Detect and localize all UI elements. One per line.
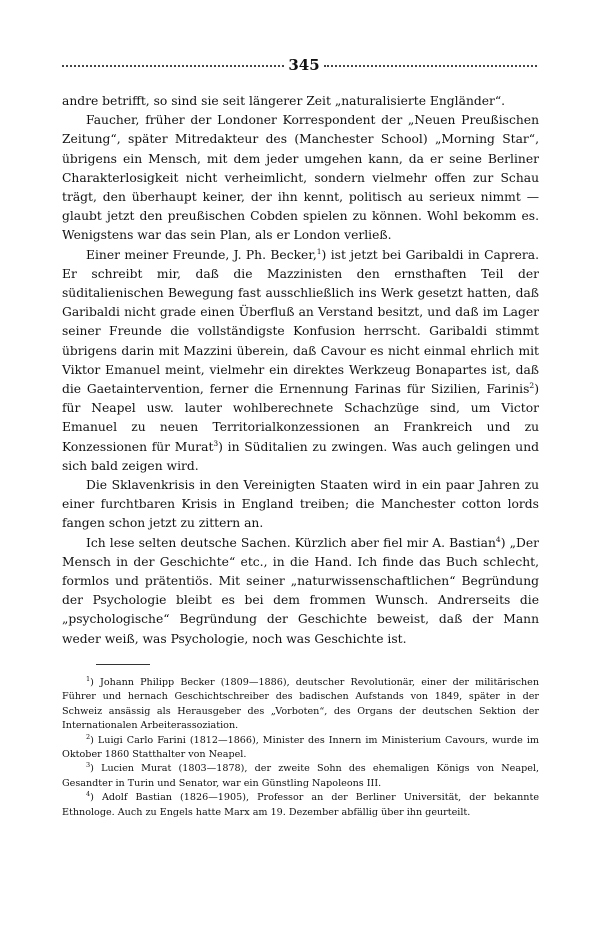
body-text: [62, 92, 539, 649]
header-rule-left: [62, 65, 284, 67]
footnote: $^4$) Adolf Bastian (1826—1905), Professor an der Berliner Universität, der bekannte Ethnologe. Auch zu Engels hatte Marx am 19. Dezember abfällig über ihn geurteilt.: [62, 790, 539, 818]
footnote-separator: [96, 664, 150, 665]
footnote-ref: 2: [529, 381, 535, 391]
footnotes: [62, 676, 539, 820]
footnote-ref: 4: [495, 534, 501, 544]
paragraph: Faucher, früher der Londoner Korrespondent der „Neuen Preußischen Zeitung“, später Mitredakteur des (Manchester School) „Morning Star“, übrigens ein Mensch, mit dem jeder umgehen kann, da er seine Berliner Charakterlosigkeit nicht verheimlicht, sondern vielmehr offen zur Schau trägt, den überhaupt keiner, der ihn kennt, politisch au serieux nimmt — glaubt jetzt den preußischen Cobden spielen zu können. Wohl bekomm es. Wenigstens war das sein Plan, als er London verließ.: [62, 113, 539, 243]
footnote: $^1$) Johann Philipp Becker (1809—1886), deutscher Revolutionär, einer der militärischen Führer und hernach Geschichtschreiber des badischen Aufstands von 1849, später in der Schweiz ansässig als Herausgeber des „Vorboten“, des Organs der deutschen Sektion der Internationalen Arbeiterassoziation.: [62, 675, 539, 732]
paragraph: Einer meiner Freunde, J. Ph. Becker,$^1$) ist jetzt bei Garibaldi in Caprera. Er schreibt mir, daß die Mazzinisten den ernsthaften Teil der süditalienischen Bewegung fast ausschließlich ins Werk gesetzt hatten, daß Garibaldi nicht grade einen Überfluß an Verstand besitzt, und daß im Lager seiner Freunde die vollständigste Konfusion herrscht. Garibaldi stimmt übrigens darin mit Mazzini überein, daß Cavour es nicht einmal ehrlich mit Viktor Emanuel meint, vielmehr ein direktes Werkzeug Bonapartes ist, daß die Gaetaintervention, ferner die Ernennung Farinas für Sizilien, Farinis$^2$) für Neapel usw. lauter wohlberechnete Schachzüge sind, um Victor Emanuel zu neuen Territorialkonzessionen an Frankreich und zu Konzessionen für Murat$^3$) in Süditalien zu zwingen. Was auch gelingen und sich bald zeigen wird.: [62, 246, 539, 473]
footnote: $^2$) Luigi Carlo Farini (1812—1866), Minister des Innern im Ministerium Cavours, wurde im Oktober 1860 Statthalter von Neapel.: [62, 732, 539, 761]
footnote-ref: 3: [213, 438, 219, 448]
footnote-ref: 1: [316, 246, 322, 256]
page-number: 345: [288, 56, 320, 74]
header-rule-right: [324, 65, 537, 67]
footnote: $^3$) Lucien Murat (1803—1878), der zweite Sohn des ehemaligen Königs von Neapel, Gesandter in Turin und Senator, war ein Günstling Napoleons III.: [62, 761, 540, 789]
page-header: [62, 54, 537, 76]
paragraph: Ich lese selten deutsche Sachen. Kürzlich aber fiel mir A. Bastian$^4$) „Der Mensch in der Geschichte“ etc., in die Hand. Ich finde das Buch schlecht, formlos und prätentiös. Mit seiner „naturwissenschaftlichen“ Begründung der Psychologie bleibt es bei dem frommen Wunsch. Andrerseits die „psychologische“ Begründung der Geschichte beweist, daß der Mann weder weiß, was Psychologie, noch was Geschichte ist.: [62, 534, 540, 646]
paragraph: Die Sklavenkrisis in den Vereinigten Staaten wird in ein paar Jahren zu einer furchtbaren Krisis in England treiben; die Manchester cotton lords fangen schon jetzt zu zittern an.: [62, 478, 539, 531]
paragraph: andre betrifft, so sind sie seit längerer Zeit „naturalisierte Engländer“.: [62, 94, 506, 108]
